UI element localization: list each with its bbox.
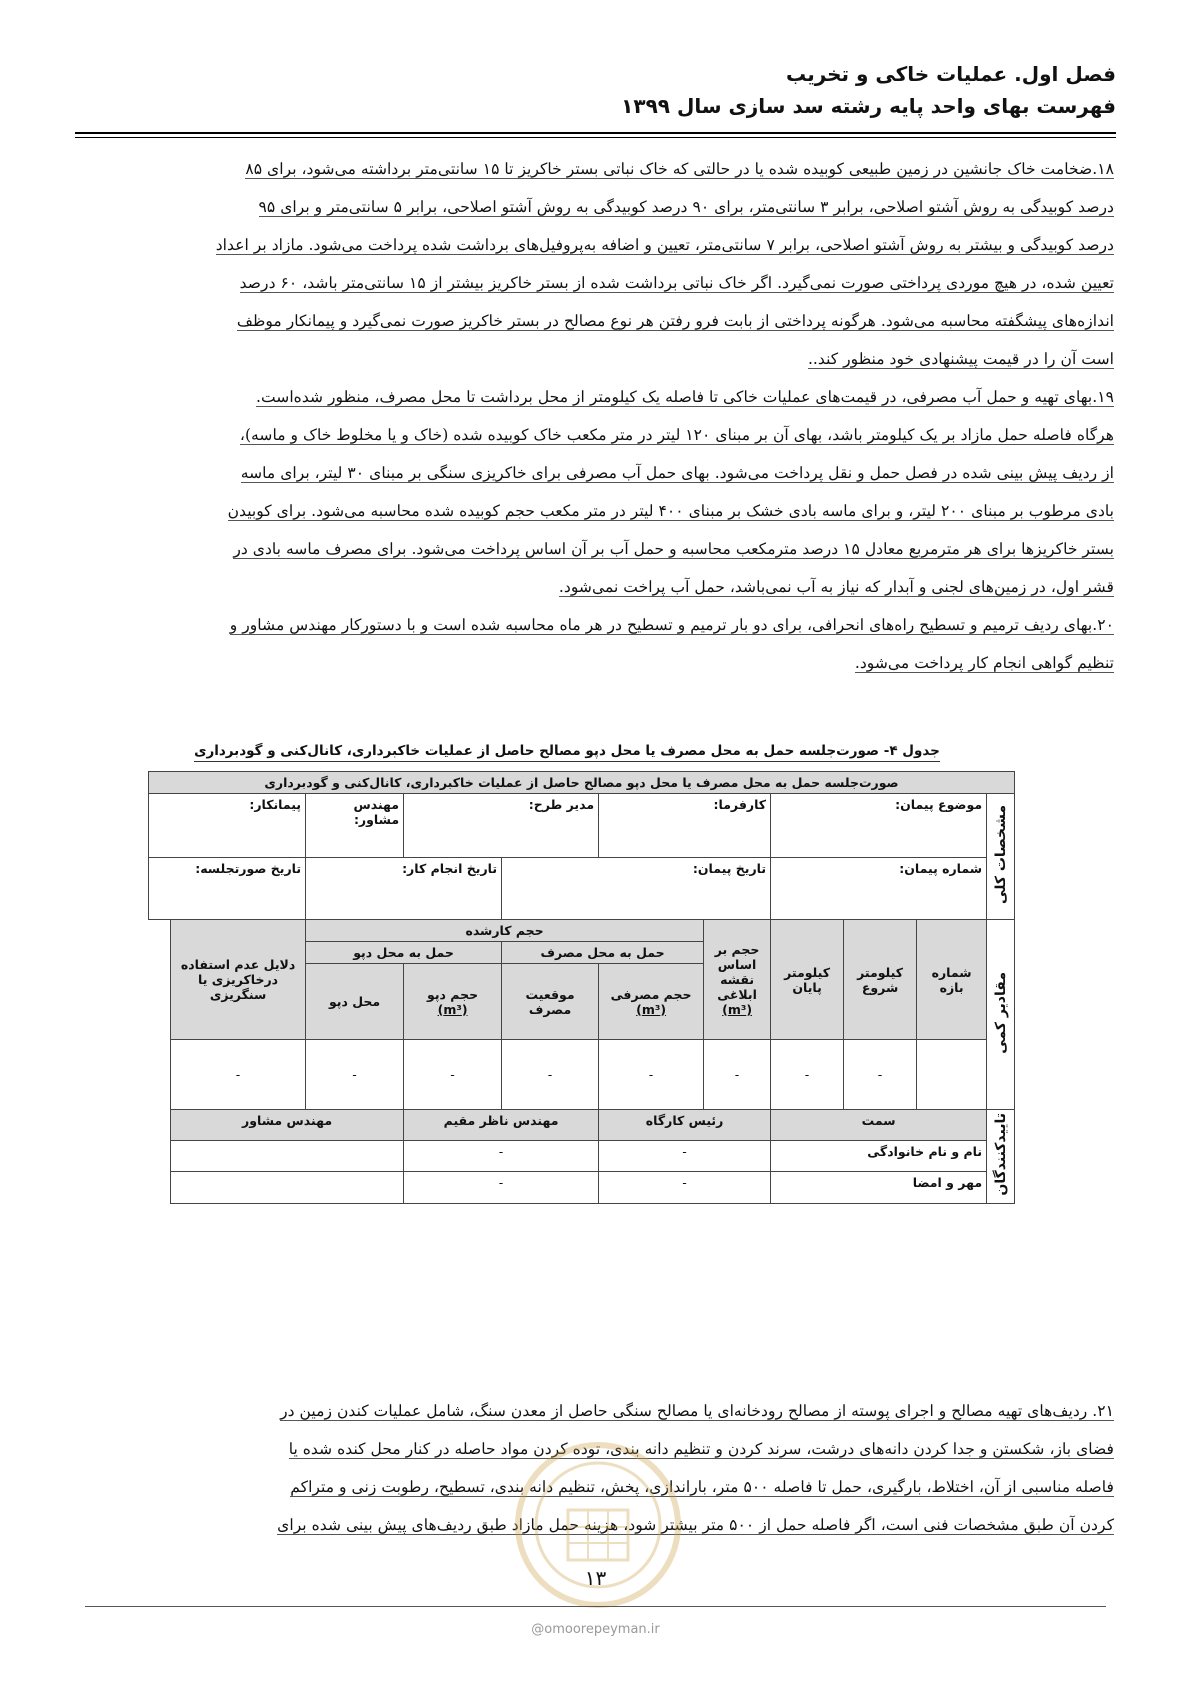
field-work-date: تاریخ انجام کار: <box>306 858 502 920</box>
text-line: درصد کوبیدگی به روش آشتو اصلاحی، برابر ۳ سانتی‌متر، برای ۹۰ درصد کوبیدگی به روش آشتو اصلاحی، برابر ۵ سانتی‌متر و برای ۹۵ <box>258 198 1114 216</box>
approver-position: سمت <box>771 1110 987 1141</box>
approver-name-label: نام و نام خانوادگی <box>771 1141 987 1172</box>
field-minutes-date: تاریخ صورتجلسه: <box>149 858 306 920</box>
cell-dash: - <box>599 1172 771 1203</box>
header-rule-thin <box>75 137 1116 138</box>
table-caption: جدول ۴- صورت‌جلسه حمل به محل مصرف یا محل دپو مصالح حاصل از عملیات خاکبرداری، کانال‌کنی و گودبرداری <box>140 743 994 759</box>
cell-dash: - <box>771 1040 844 1110</box>
col-use-location: موقعیت مصرف <box>502 964 599 1040</box>
paragraph-19 <box>85 378 1114 606</box>
col-used-volume: حجم مصرفی (m³) <box>599 964 704 1040</box>
text-line: هرگاه فاصله حمل مازاد بر یک کیلومتر باشد، بهای آن بر مبنای ۱۲۰ لیتر در متر مکعب خاک کوبیده شده (خاک و یا مخلوط خاک و ماسه)، <box>239 426 1114 444</box>
col-depot-volume: حجم دپو (m³) <box>404 964 502 1040</box>
footer-rule <box>85 1606 1106 1607</box>
col-section-no: شماره بازه <box>917 920 987 1040</box>
cell-empty <box>171 1172 404 1203</box>
text-line: بستر خاکریزها برای هر مترمربع معادل ۱۵ درصد مترمکعب محاسبه و حمل آب بر آن اساس پرداخت می‌شود. برای مصرف ماسه بادی در <box>233 540 1114 558</box>
text-line: درصد کوبیدگی و بیشتر به روش آشتو اصلاحی، برابر ۷ سانتی‌متر، تعیین و اضافه به‌پروفیل‌های برداشت شده پرداخت می‌شود. مازاد بر اعداد <box>215 236 1114 254</box>
text-line: فاصله مناسبی از آن، اختلاط، بارگیری، حمل تا فاصله ۵۰۰ متر، باراندازی، پخش، تنظیم دانه بندی، تسطیح، رطوبت زنی و متراکم <box>290 1478 1114 1496</box>
cell-dash: - <box>404 1172 599 1203</box>
text-line: ۱۸.ضخامت خاک جانشین در زمین طبیعی کوبیده شده یا در حالتی که خاک نباتی بستر خاکریز تا ۱۵ سانتی‌متر برداشته می‌شود، برای ۸۵ <box>245 160 1114 178</box>
header-rule <box>75 132 1116 134</box>
document-subtitle: فهرست بهای واحد پایه رشته سد سازی سال ۱۳۹۹ <box>621 94 1116 118</box>
cell-dash: - <box>171 1040 306 1110</box>
text-line: تنظیم گواهی انجام کار پرداخت می‌شود. <box>854 654 1114 672</box>
approver-resident-engineer: مهندس ناظر مقیم <box>404 1110 599 1141</box>
page-number: ۱۳ <box>584 1566 607 1590</box>
cell-empty <box>917 1040 987 1110</box>
text-line: قشر اول، در زمین‌های لجنی و آبدار که نیاز به آب نمی‌باشد، حمل آب پراخت نمی‌شود. <box>558 578 1114 596</box>
col-to-use: حمل به محل مصرف <box>502 942 704 964</box>
paragraph-18 <box>85 150 1114 378</box>
side-approvers-label: تاییدکنندگان <box>987 1110 1015 1204</box>
table-title: صورت‌جلسه حمل به محل مصرف یا محل دپو مصالح حاصل از عملیات خاکبرداری، کانال‌کنی و گودبرداری <box>149 772 1015 794</box>
side-general-label: مشخصات کلی <box>987 794 1015 920</box>
cell-dash: - <box>404 1141 599 1172</box>
cell-dash: - <box>306 1040 404 1110</box>
col-to-depot: حمل به محل دپو <box>306 942 502 964</box>
text-line: فضای باز، شکستن و جدا کردن دانه‌های درشت، سرند کردن و تنظیم دانه بندی، توده کردن مواد حاصله در کنار محل کنده شده یا <box>288 1440 1114 1458</box>
text-line: ۲۱. ردیف‌های تهیه مصالح و اجرای پوسته از مصالح رودخانه‌ای یا مصالح سنگی حاصل از معدن سنگ، شامل عملیات کندن زمین در <box>280 1402 1114 1420</box>
field-consultant: مهندس مشاور: <box>306 794 404 858</box>
col-depot-location: محل دپو <box>306 964 404 1040</box>
cell-dash: - <box>599 1141 771 1172</box>
text-line: تعیین شده، در هیچ موردی پرداختی صورت نمی‌گیرد. اگر خاک نباتی برداشت شده از بستر خاکریز بیشتر از ۱۵ سانتی‌متر باشد، ۶۰ درصد <box>239 274 1114 292</box>
approver-consultant: مهندس مشاور <box>171 1110 404 1141</box>
side-quantity-label: مقادیر کمی <box>987 920 1015 1110</box>
cell-dash: - <box>844 1040 917 1110</box>
col-volume-done: حجم کارشده <box>306 920 704 942</box>
col-km-start: کیلومتر شروع <box>844 920 917 1040</box>
field-contractor: پیمانکار: <box>149 794 306 858</box>
text-line: اندازه‌های پیشگفته محاسبه می‌شود. هرگونه پرداختی از بابت فرو رفتن هر نوع مصالح در بستر خاکریز صورت نمی‌گیرد و پیمانکار موظف <box>236 312 1114 330</box>
body-text-top <box>85 150 1114 682</box>
text-line: از ردیف پیش بینی شده در فصل حمل و نقل پرداخت می‌شود. بهای حمل آب مصرفی برای خاکریزی سنگی بر مبنای ۳۰ لیتر، برای ماسه <box>240 464 1114 482</box>
field-contract-no: شماره پیمان: <box>771 858 987 920</box>
page-header <box>75 58 1116 122</box>
field-project-manager: مدیر طرح: <box>404 794 599 858</box>
text-line: ۲۰.بهای ردیف ترمیم و تسطیح راه‌های انحرافی، برای دو بار ترمیم و تسطیح در هر ماه محاسبه شده است و با دستورکار مهندس مشاور و <box>229 616 1114 634</box>
site-watermark: @omoorepeyman.ir <box>531 1622 660 1637</box>
field-employer: کارفرما: <box>599 794 771 858</box>
paragraph-20 <box>85 606 1114 682</box>
cell-empty <box>171 1141 404 1172</box>
col-km-end: کیلومتر پایان <box>771 920 844 1040</box>
col-reasons: دلایل عدم استفاده درخاکریزی یا سنگریزی <box>171 920 306 1040</box>
chapter-title: فصل اول. عملیات خاکی و تخریب <box>786 62 1116 86</box>
cell-dash: - <box>502 1040 599 1110</box>
field-contract-date: تاریخ پیمان: <box>502 858 771 920</box>
text-line: کردن آن طبق مشخصات فنی است، اگر فاصله حمل از ۵۰۰ متر بیشتر شود، هزینه حمل مازاد طبق ردیف‌های پیش بینی شده برای <box>277 1516 1114 1534</box>
text-line: بادی مرطوب بر مبنای ۲۰۰ لیتر، و برای ماسه بادی خشک بر مبنای ۴۰۰ لیتر در متر مکعب حجم کوبیده شده محاسبه می‌شود. برای کوبیدن <box>227 502 1114 520</box>
approver-seal-label: مهر و امضا <box>771 1172 987 1203</box>
text-line: است آن را در قیمت پیشنهادی خود منظور کند.. <box>807 350 1114 368</box>
cell-dash: - <box>404 1040 502 1110</box>
approver-site-head: رئیس کارگاه <box>599 1110 771 1141</box>
col-volume-by-plan: حجم بر اساس نقشه ابلاغی (m³) <box>704 920 771 1040</box>
cell-dash: - <box>704 1040 771 1110</box>
text-line: ۱۹.بهای تهیه و حمل آب مصرفی، در قیمت‌های عملیات خاکی تا فاصله یک کیلومتر از محل برداشت تا محل مصرف، منظور شده‌است. <box>255 388 1114 406</box>
cell-dash: - <box>599 1040 704 1110</box>
transport-minutes-table <box>148 771 1015 1204</box>
field-subject: موضوع پیمان: <box>771 794 987 858</box>
